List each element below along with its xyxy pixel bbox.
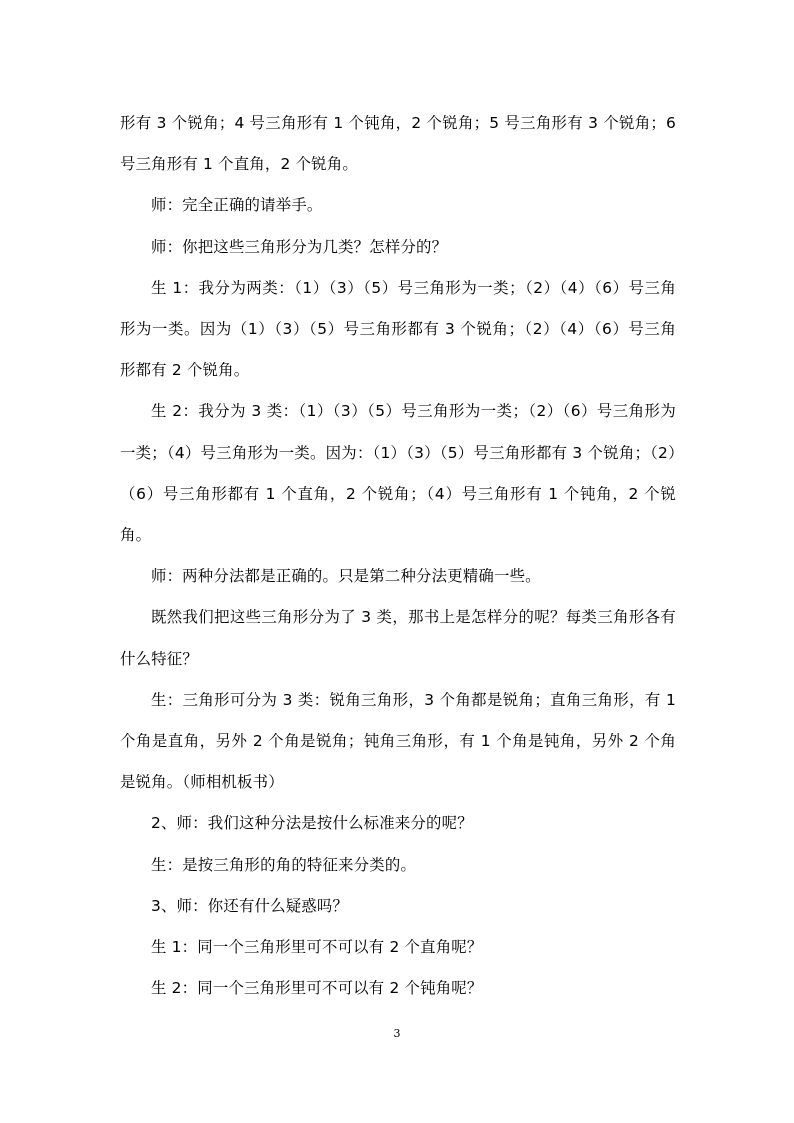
paragraph: 2、师：我们这种分法是按什么标准来分的呢？ <box>151 814 473 833</box>
paragraph: 师：你把这些三角形分为几类？怎样分的？ <box>151 237 448 256</box>
page-body <box>120 103 676 1009</box>
paragraph: 生 1：同一个三角形里可不可以有 2 个直角呢？ <box>151 938 483 957</box>
paragraph: 3、师：你还有什么疑惑吗？ <box>151 896 349 915</box>
paragraph: 生：三角形可分为 3 类：锐角三角形，3 个角都是锐角；直角三角形，有 1 个角是直角，另外 2 个角是锐角；钝角三角形，有 1 个角是钝角，另外 2 个角是锐角。（师相机板书） <box>120 690 676 792</box>
paragraph-continuation: 形有 3 个锐角；4 号三角形有 1 个钝角，2 个锐角；5 号三角形有 3 个锐角；6 号三角形有 1 个直角，2 个锐角。 <box>120 114 676 174</box>
paragraph: 师：两种分法都是正确的。只是第二种分法更精确一些。 <box>151 567 541 586</box>
paragraph: 生 1：我分为两类：（1）（3）（5）号三角形为一类；（2）（4）（6）号三角形为一类。因为（1）（3）（5）号三角形都有 3 个锐角；（2）（4）（6）号三角形都有 2 个锐角。 <box>120 278 676 380</box>
paragraph: 既然我们把这些三角形分为了 3 类，那书上是怎样分的呢？每类三角形各有什么特征？ <box>120 608 676 668</box>
page-number: 3 <box>393 1027 401 1040</box>
paragraph: 生 2：我分为 3 类：（1）（3）（5）号三角形为一类；（2）（6）号三角形为一类；（4）号三角形为一类。因为：（1）（3）（5）号三角形都有 3 个锐角；（2）（6）号三角形都有 1 个直角，2 个锐角；（4）号三角形有 1 个钝角，2 个锐角。 <box>120 402 676 545</box>
paragraph: 生 2：同一个三角形里可不可以有 2 个钝角呢？ <box>151 979 483 998</box>
paragraph: 生：是按三角形的角的特征来分类的。 <box>151 855 417 874</box>
paragraph: 师：完全正确的请举手。 <box>151 196 323 215</box>
